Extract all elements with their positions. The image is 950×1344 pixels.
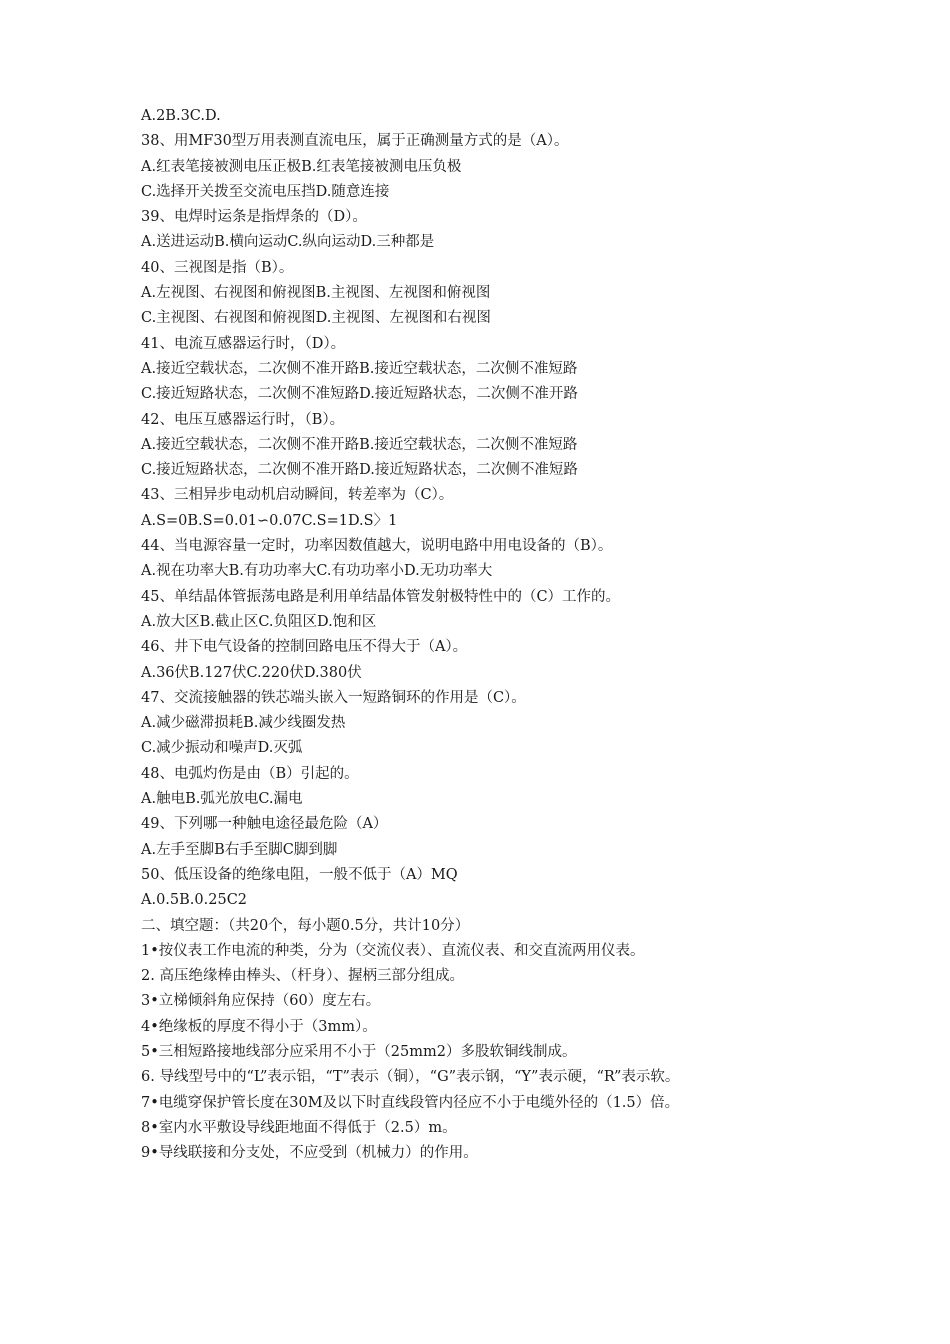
- options-line: C.减少振动和噪声D.灭弧: [141, 740, 303, 757]
- options-line: A.36伏B.127伏C.220伏D.380伏: [141, 664, 362, 681]
- fill-item-1: 1•按仪表工作电流的种类，分为（交流仪表）、直流仪表、和交直流两用仪表。: [141, 942, 645, 959]
- section-heading: 二、填空题：（共20个，每小题0.5分，共计10分）: [141, 917, 470, 934]
- question-41: 41、电流互感器运行时，（D）。: [141, 335, 346, 352]
- question-40: 40、三视图是指（B）。: [141, 259, 294, 276]
- question-38: 38、用MF30型万用表测直流电压，属于正确测量方式的是（A）。: [141, 133, 569, 150]
- question-45: 45、单结晶体管振荡电路是利用单结晶体管发射极特性中的（C）工作的。: [141, 588, 621, 605]
- question-48: 48、电弧灼伤是由（B）引起的。: [141, 765, 359, 782]
- options-line: A.S=0B.S=0.01∽0.07C.S=1D.S〉1: [141, 512, 398, 529]
- fill-item-6: 6. 导线型号中的“L”表示铝，“T”表示（铜），“G”表示钢，“Y”表示硬，“R”表示软。: [141, 1069, 680, 1086]
- fill-item-7: 7•电缆穿保护管长度在30M及以下时直线段管内径应不小于电缆外径的（1.5）倍。: [141, 1094, 680, 1111]
- options-line: A.接近空载状态，二次侧不准开路B.接近空载状态，二次侧不准短路: [141, 360, 578, 377]
- question-49: 49、下列哪一种触电途径最危险（A）: [141, 816, 388, 833]
- question-50: 50、低压设备的绝缘电阻，一般不低于（A）MQ: [141, 866, 458, 883]
- options-line: C.主视图、右视图和俯视图D.主视图、左视图和右视图: [141, 310, 491, 327]
- options-line: C.接近短路状态，二次侧不准短路D.接近短路状态，二次侧不准开路: [141, 386, 578, 403]
- options-line: A.触电B.弧光放电C.漏电: [141, 791, 303, 808]
- document-page: [141, 104, 813, 1166]
- options-line: A.视在功率大B.有功功率大C.有功功率小D.无功功率大: [141, 563, 493, 580]
- question-43: 43、三相异步电动机启动瞬间，转差率为（C）。: [141, 487, 454, 504]
- fill-item-8: 8•室内水平敷设导线距地面不得低于（2.5）m。: [141, 1119, 457, 1136]
- fill-item-3: 3•立梯倾斜角应保持（60）度左右。: [141, 993, 381, 1010]
- question-46: 46、井下电气设备的控制回路电压不得大于（A）。: [141, 639, 468, 656]
- text-line: A.2B.3C.D.: [141, 108, 221, 124]
- question-44: 44、当电源容量一定时，功率因数值越大，说明电路中用电设备的（B）。: [141, 538, 613, 555]
- fill-item-9: 9•导线联接和分支处，不应受到（机械力）的作用。: [141, 1145, 478, 1162]
- options-line: A.左手至脚B右手至脚C脚到脚: [141, 841, 338, 858]
- options-line: A.左视图、右视图和俯视图B.主视图、左视图和俯视图: [141, 285, 491, 302]
- question-47: 47、交流接触器的铁芯端头嵌入一短路铜环的作用是（C）。: [141, 689, 526, 706]
- fill-item-2: 2. 高压绝缘棒由棒头、（杆身）、握柄三部分组成。: [141, 968, 464, 985]
- fill-item-4: 4•绝缘板的厚度不得小于（3mm）。: [141, 1018, 377, 1035]
- options-line: A.放大区B.截止区C.负阻区D.饱和区: [141, 613, 377, 630]
- options-line: C.选择开关拨至交流电压挡D.随意连接: [141, 183, 390, 200]
- options-line: A.0.5B.0.25C2: [141, 892, 248, 909]
- fill-item-5: 5•三相短路接地线部分应采用不小于（25mm2）多股软铜线制成。: [141, 1043, 577, 1060]
- question-42: 42、电压互感器运行时，（B）。: [141, 411, 345, 428]
- question-39: 39、电焊时运条是指焊条的（D）。: [141, 209, 367, 226]
- options-line: A.减少磁滞损耗B.减少线圈发热: [141, 715, 346, 732]
- options-line: A.接近空载状态，二次侧不准开路B.接近空载状态，二次侧不准短路: [141, 436, 578, 453]
- options-line: C.接近短路状态，二次侧不准开路D.接近短路状态，二次侧不准短路: [141, 462, 578, 479]
- options-line: A.送进运动B.横向运动C.纵向运动D.三种都是: [141, 234, 435, 251]
- options-line: A.红表笔接被测电压正极B.红表笔接被测电压负极: [141, 158, 462, 175]
